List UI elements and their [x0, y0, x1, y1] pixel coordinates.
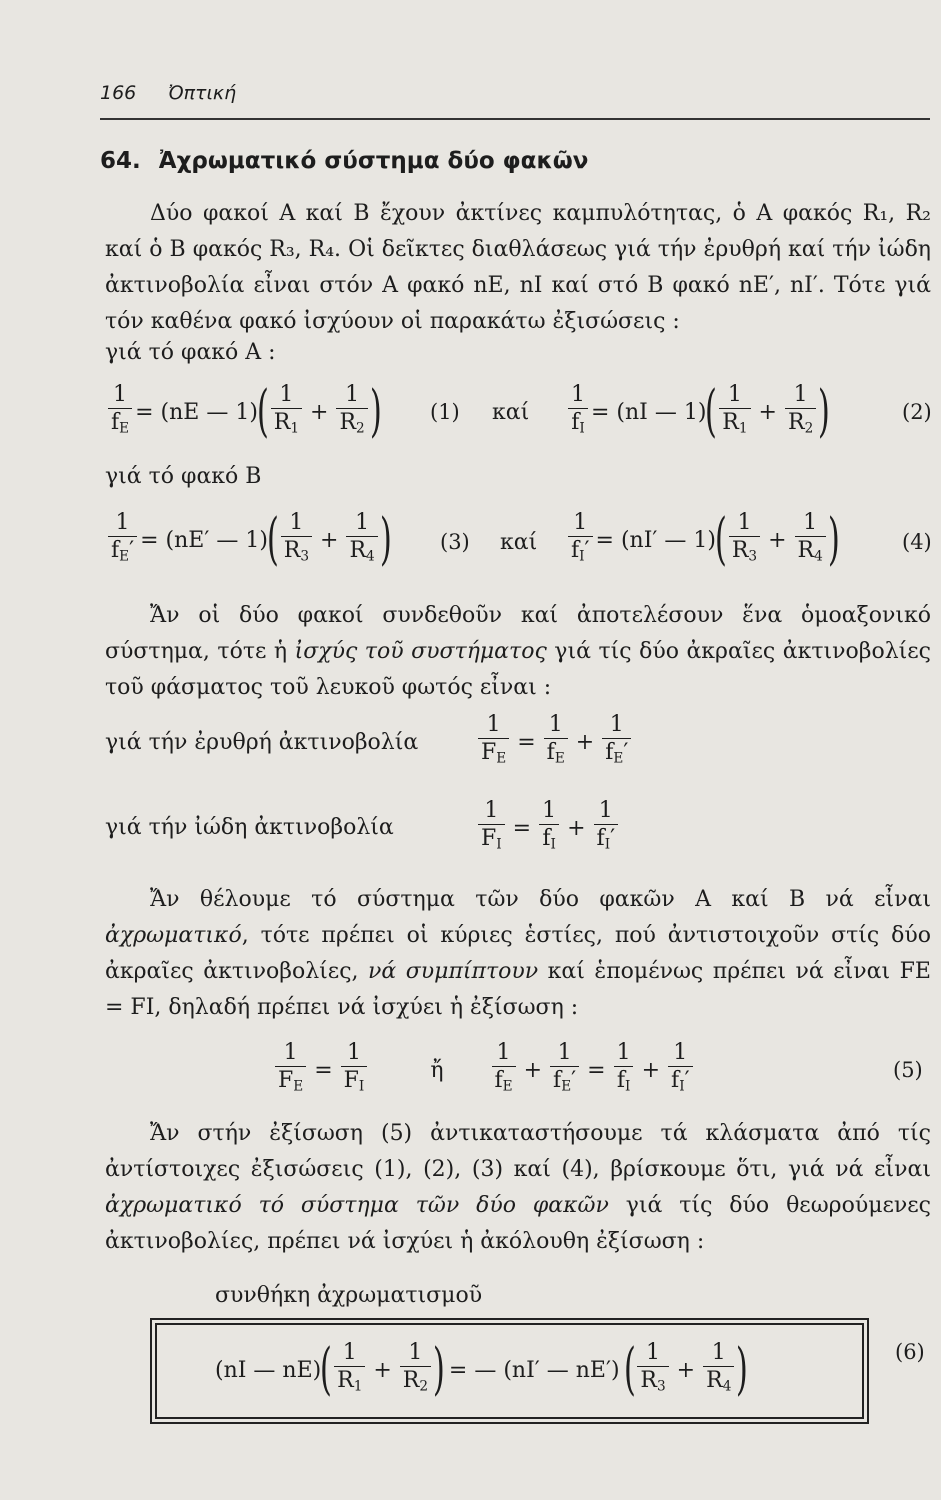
equation-5-tag: (5) [893, 1058, 923, 1082]
equation-3-tag: (3) [440, 530, 470, 554]
section-heading [100, 148, 588, 174]
conjunction: καί [492, 400, 530, 425]
equation-6-tag: (6) [895, 1340, 925, 1364]
label-lens-a: γιά τό φακό Α : [105, 340, 276, 365]
page-number: 166 [100, 82, 137, 104]
equation-1: $\frac{1}{f_E}$ = (nE — 1) ( $\frac{1}{R_1}$ + $\frac{1}{R_2}$ ) [105, 382, 381, 442]
paragraph-substitution: Ἄν στήν ἐξίσωση (5) ἀντικαταστήσουμε τά κλάσματα ἀπό τίς ἀντίστοιχες ἐξισώσεις (1), (2), (3) καί (4), βρίσκουμε ὅτι, γιά νά εἶναι ἀχρωματικό τό σύστημα τῶν δύο φακῶν γιά τίς δύο θεωρούμενες ἀκτινοβολίες, πρέπει νά ἰσχύει ἡ ἀκόλουθη ἐξίσωση : [105, 1121, 931, 1254]
equation-4-tag: (4) [902, 530, 932, 554]
label-violet-radiation: γιά τήν ἰώδη ἀκτινοβολία [105, 815, 394, 840]
equation-2-tag: (2) [902, 400, 932, 424]
label-lens-b: γιά τό φακό Β [105, 464, 262, 489]
paragraph-achromatic-condition: Ἄν θέλουμε τό σύστημα τῶν δύο φακῶν Α καί Β νά εἶναι ἀχρωματικό, τότε πρέπει οἱ κύριες ἑστίες, πού ἀντιστοιχοῦν στίς δύο ἀκραῖες ἀκτινοβολίες, νά συμπίπτουν καί ἑπομένως πρέπει νά εἶναι FE = FI, δηλαδή πρέπει νά ἰσχύει ἡ ἐξίσωση : [105, 887, 931, 1020]
label-red-radiation: γιά τήν ἐρυθρή ἀκτινοβολία [105, 730, 419, 755]
conjunction: καί [500, 530, 538, 555]
equation-2: $\frac{1}{f_I}$ = (nI — 1) ( $\frac{1}{R_1}$ + $\frac{1}{R_2}$ ) [565, 382, 829, 442]
section-number: 64. [100, 148, 141, 174]
header-rule [100, 118, 930, 120]
section-title: Ἀχρωματικό σύστημα δύο φακῶν [158, 148, 589, 174]
condition-title: συνθήκη ἀχρωματισμοῦ [215, 1283, 483, 1308]
equation-1-tag: (1) [430, 400, 460, 424]
running-title: Ὀπτική [168, 82, 237, 104]
paragraph-intro: Δύο φακοί Α καί Β ἔχουν ἀκτίνες καμπυλότητας, ὁ Α φακός R₁, R₂ καί ὁ Β φακός R₃, R₄. Οἱ δεῖκτες διαθλάσεως γιά τήν ἐρυθρή καί τήν ἰώδη ἀκτινοβολία εἶναι στόν Α φακό nE, nI καί στό Β φακό nE′, nI′. Τότε γιά τόν καθένα φακό ἰσχύουν οἱ παρακάτω ἐξισώσεις : [105, 201, 931, 334]
equation-red-system: $\frac{1}{F_E}$ = $\frac{1}{f_E}$ + $\frac{1}{f_E'}$ [475, 712, 634, 772]
equation-violet-system: $\frac{1}{F_I}$ = $\frac{1}{f_I}$ + $\frac{1}{f_I'}$ [475, 798, 621, 858]
equation-3: $\frac{1}{f_E'}$ = (nE′ — 1) ( $\frac{1}{R_3}$ + $\frac{1}{R_4}$ ) [105, 510, 391, 570]
equation-4: $\frac{1}{f_I'}$ = (nI′ — 1) ( $\frac{1}{R_3}$ + $\frac{1}{R_4}$ ) [565, 510, 839, 570]
equation-5: $\frac{1}{F_E}$ = $\frac{1}{F_I}$ ἤ $\frac{1}{f_E}$ + $\frac{1}{f_E'}$ = $\frac{1}{f_I}$ + $\frac{1}{f_I'}$ [272, 1040, 696, 1100]
paragraph-system-power: Ἄν οἱ δύο φακοί συνδεθοῦν καί ἀποτελέσουν ἕνα ὁμοαξονικό σύστημα, τότε ἡ ἰσχύς τοῦ συστήματος γιά τίς δύο ἀκραῖες ἀκτινοβολίες τοῦ φάσματος τοῦ λευκοῦ φωτός εἶναι : [105, 603, 931, 700]
running-header [100, 82, 236, 104]
equation-6: (nI — nE) ( $\frac{1}{R_1}$ + $\frac{1}{R_2}$ ) = — (nI′ — nE′) ( $\frac{1}{R_3}$ + $\frac{1}{R_4}$ ) [215, 1337, 749, 1403]
